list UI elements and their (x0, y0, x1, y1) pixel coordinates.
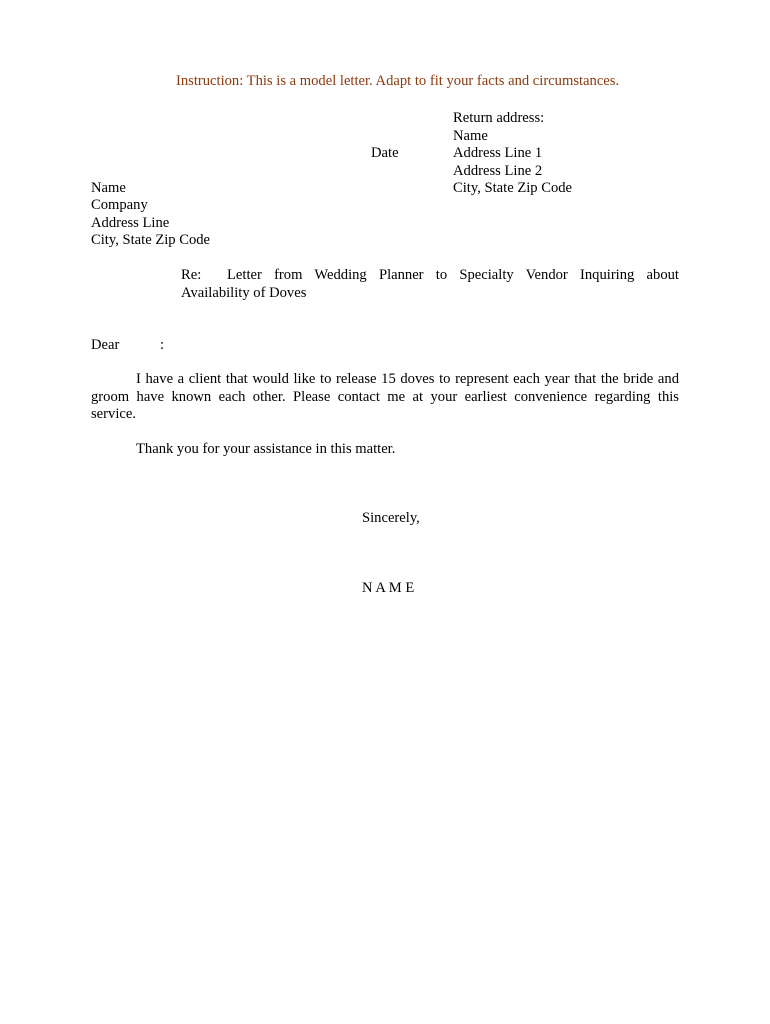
re-label: Re: (181, 267, 202, 283)
recipient-name: Name (91, 180, 126, 196)
instruction-note: Instruction: This is a model letter. Adapt to fit your facts and circumstances. (176, 73, 620, 89)
salutation-word: Dear (91, 337, 120, 353)
return-address-name: Name (453, 128, 488, 144)
body-p1-text1: I have a client that would like to release 15 doves to represent each year that the bride and (136, 371, 679, 387)
re-subject-text1: Letter from Wedding Planner to Specialty Vendor Inquiring about (227, 267, 679, 283)
re-subject-line1 (227, 267, 679, 285)
return-address-line2: Address Line 2 (453, 163, 543, 179)
re-subject-line2: Availability of Doves (181, 285, 307, 301)
recipient-address: Address Line (91, 215, 170, 231)
signature-name: N A M E (362, 580, 415, 596)
body-paragraph-2: Thank you for your assistance in this matter. (136, 441, 396, 457)
body-p1-line1 (136, 371, 679, 389)
body-p1-line2 (91, 389, 679, 407)
salutation-colon: : (160, 337, 165, 353)
return-address-city-state-zip: City, State Zip Code (453, 180, 573, 196)
closing: Sincerely, (362, 510, 420, 526)
date-label: Date (371, 145, 399, 161)
body-p1-line3: service. (91, 406, 136, 422)
recipient-city-state-zip: City, State Zip Code (91, 232, 211, 248)
return-address-line1: Address Line 1 (453, 145, 543, 161)
body-p1-text2: groom have known each other. Please contact me at your earliest convenience regarding this (91, 389, 679, 405)
return-address-heading: Return address: (453, 110, 545, 126)
recipient-company: Company (91, 197, 148, 213)
